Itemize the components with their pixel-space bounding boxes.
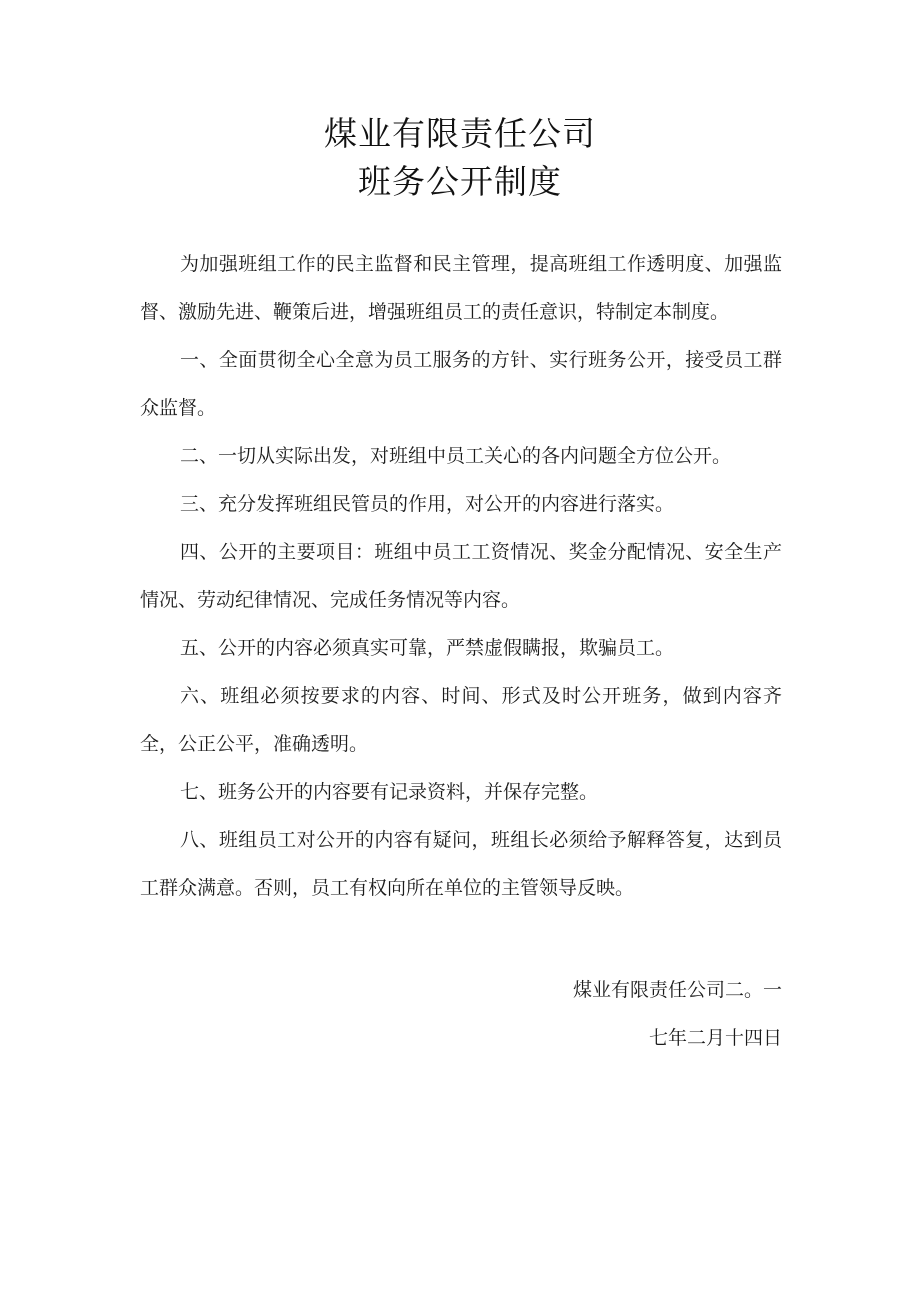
document-title-regulation: 班务公开制度	[358, 162, 562, 201]
paragraph-item-7: 七、班务公开的内容要有记录资料，并保存完整。	[180, 781, 599, 803]
paragraph-item-8: 八、班组员工对公开的内容有疑问，班组长必须给予解释答复，达到员工群众满意。否则，员工有权向所在单位的主管领导反映。	[140, 829, 782, 899]
document-signature	[573, 966, 782, 1062]
paragraph-item-1: 一、全面贯彻全心全意为员工服务的方针、实行班务公开，接受员工群众监督。	[140, 349, 782, 419]
paragraph-item-6: 六、班组必须按要求的内容、时间、形式及时公开班务，做到内容齐全，公正公平，准确透明。	[140, 685, 782, 755]
document-body	[140, 240, 782, 912]
paragraph-item-2: 二、一切从实际出发，对班组中员工关心的各内问题全方位公开。	[180, 445, 732, 467]
paragraph-item-5: 五、公开的内容必须真实可靠，严禁虚假瞒报，欺骗员工。	[180, 637, 675, 659]
paragraph-intro: 为加强班组工作的民主监督和民主管理，提高班组工作透明度、加强监督、激励先进、鞭策后进，增强班组员工的责任意识，特制定本制度。	[140, 253, 782, 323]
signature-issuer: 煤业有限责任公司二。一	[572, 979, 782, 1001]
signature-date: 七年二月十四日	[648, 1027, 782, 1049]
document-title-company: 煤业有限责任公司	[324, 114, 596, 153]
paragraph-item-3: 三、充分发挥班组民管员的作用，对公开的内容进行落实。	[180, 493, 675, 515]
paragraph-item-4: 四、公开的主要项目：班组中员工工资情况、奖金分配情况、安全生产情况、劳动纪律情况、完成任务情况等内容。	[140, 541, 782, 611]
